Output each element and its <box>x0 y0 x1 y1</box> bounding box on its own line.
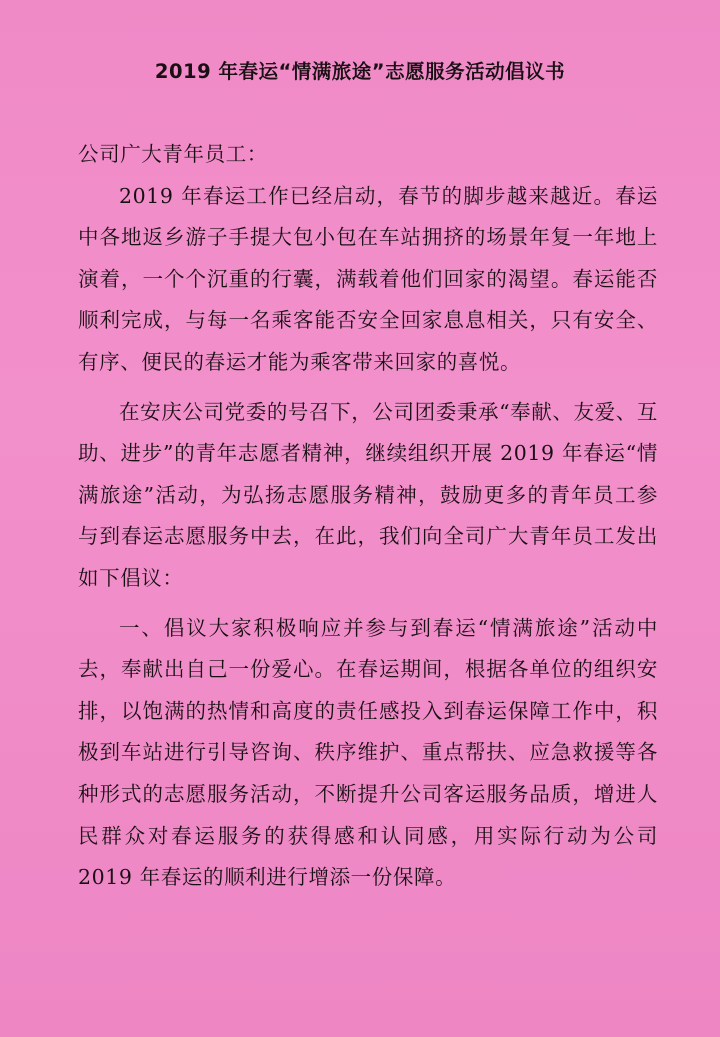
paragraph-intro: 2019 年春运工作已经启动，春节的脚步越来越近。春运中各地返乡游子手提大包小包在车站拥挤的场景年复一年地上演着，一个个沉重的行囊，满载着他们回家的渴望。春运能否顺利完成，与每一名乘客能否安全回家息息相关，只有安全、有序、便民的春运才能为乘客带来回家的喜悦。 <box>78 183 658 374</box>
document-body <box>78 134 658 899</box>
paragraph-proposal-one: 一、倡议大家积极响应并参与到春运“情满旅途”活动中去，奉献出自己一份爱心。在春运期间，根据各单位的组织安排，以饱满的热情和高度的责任感投入到春运保障工作中，积极到车站进行引导咨询、秩序维护、重点帮扶、应急救援等各种形式的志愿服务活动，不断提升公司客运服务品质，增进人民群众对春运服务的获得感和认同感，用实际行动为公司 2019 年春运的顺利进行增添一份保障。 <box>78 615 658 890</box>
paragraph-call: 在安庆公司党委的号召下，公司团委秉承“奉献、友爱、互助、进步”的青年志愿者精神，继续组织开展 2019 年春运“情满旅途”活动，为弘扬志愿服务精神，鼓励更多的青年员工参与到春运志愿服务中去，在此，我们向全司广大青年员工发出如下倡议： <box>78 399 658 590</box>
salutation: 公司广大青年员工： <box>78 142 268 166</box>
document-title: 2019 年春运“情满旅途”志愿服务活动倡议书 <box>154 60 566 83</box>
